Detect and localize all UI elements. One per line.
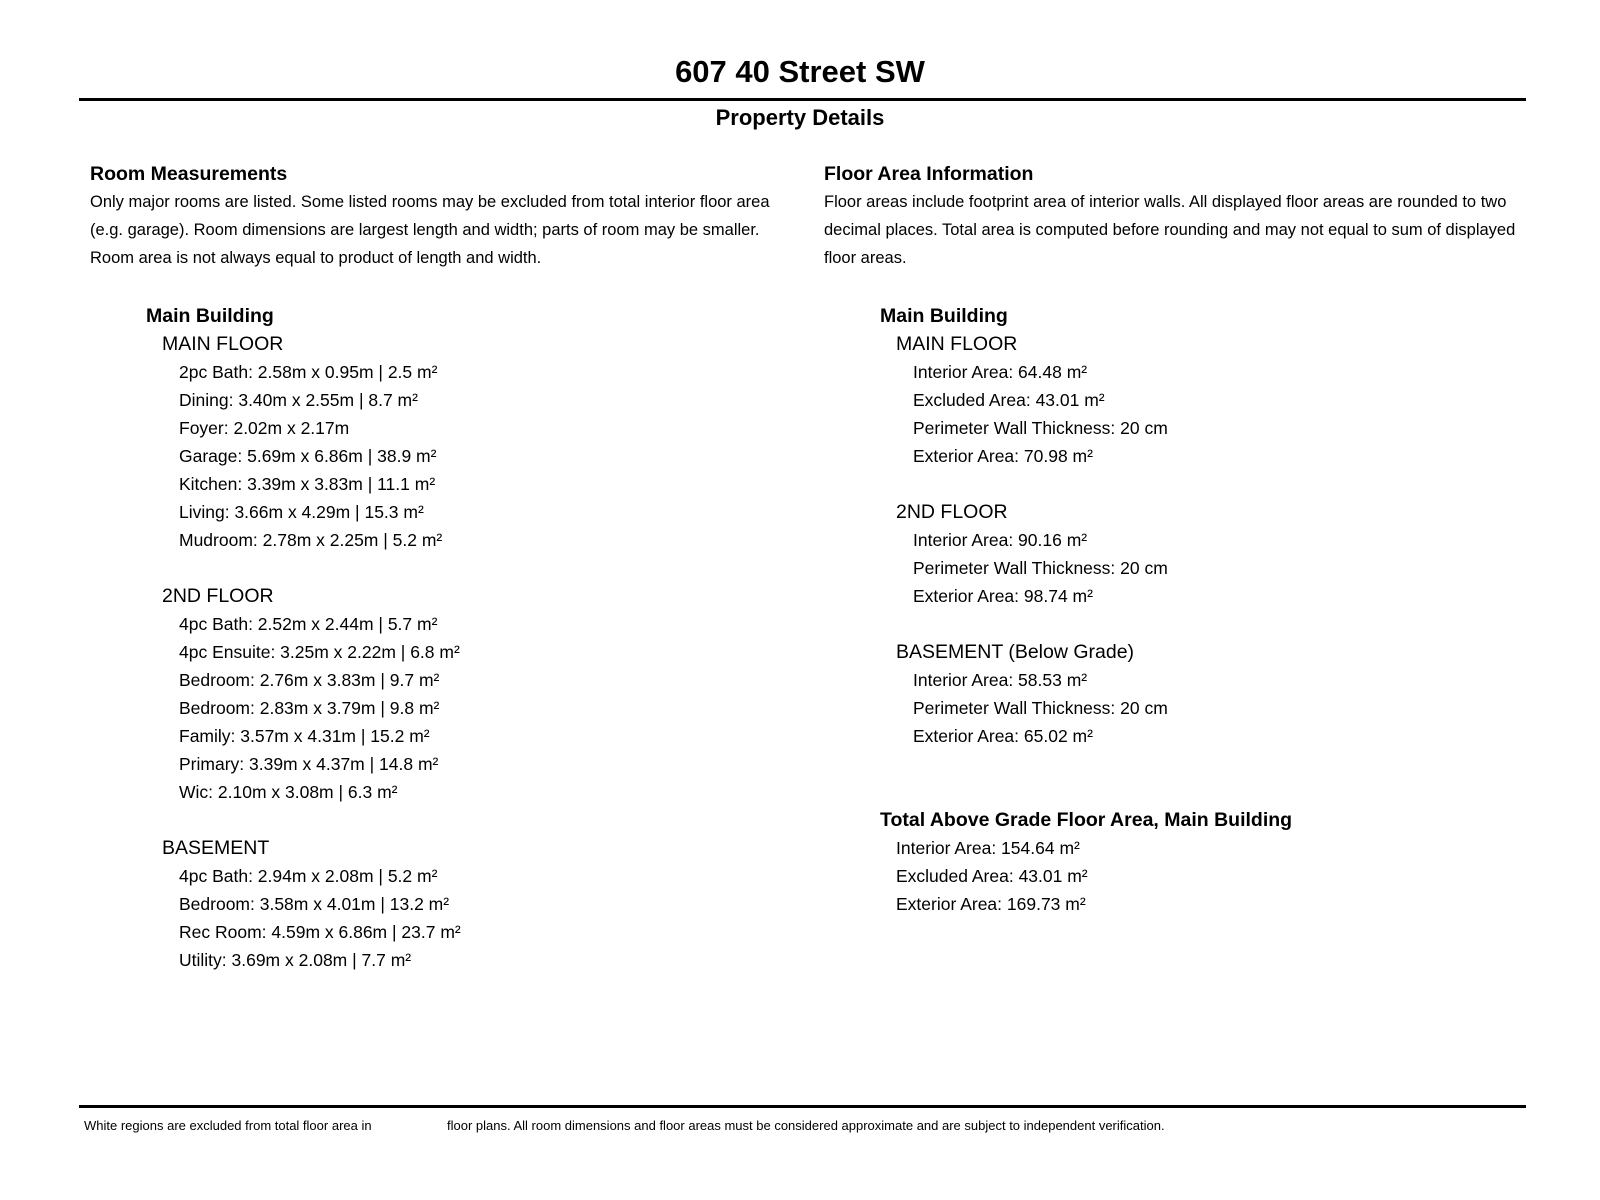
total-area-item: Excluded Area: 43.01 m² [896,866,1088,886]
footer-note-part2: floor plans. All room dimensions and floor areas must be considered approximate and are subject to independent verification. [447,1118,1165,1133]
spacer [90,554,790,582]
total-area-item: Interior Area: 154.64 m² [896,838,1080,858]
room-item: Kitchen: 3.39m x 3.83m | 11.1 m² [179,474,436,494]
floor-area-section [824,160,1544,918]
room-item: Bedroom: 2.76m x 3.83m | 9.7 m² [179,670,440,690]
page-title: 607 40 Street SW [675,54,925,89]
room-item: Dining: 3.40m x 2.55m | 8.7 m² [179,390,418,410]
total-area-item: Exterior Area: 169.73 m² [896,894,1086,914]
room-item: Utility: 3.69m x 2.08m | 7.7 m² [179,950,412,970]
area-item: Excluded Area: 43.01 m² [913,390,1105,410]
spacer [824,470,1544,498]
area-item: Perimeter Wall Thickness: 20 cm [913,698,1168,718]
spacer [824,610,1544,638]
floor-title-2nd: 2ND FLOOR [162,585,274,607]
area-item: Interior Area: 64.48 m² [913,362,1088,382]
building-title: Main Building [880,305,1008,327]
header-divider [79,98,1526,101]
area-item: Interior Area: 58.53 m² [913,670,1088,690]
floor-area-title: Floor Area Information [824,163,1034,185]
floor-title-basement: BASEMENT [162,837,270,859]
room-measurements-section [90,160,790,974]
room-item: Foyer: 2.02m x 2.17m [179,418,350,438]
room-item: Living: 3.66m x 4.29m | 15.3 m² [179,502,424,522]
area-item: Perimeter Wall Thickness: 20 cm [913,418,1168,438]
floor-area-note: Floor areas include footprint area of interior walls. All displayed floor areas are rounded to two decimal places. Total area is computed before rounding and may not equal to sum of displayed floor areas. [824,193,1516,267]
spacer [90,806,790,834]
page-subtitle: Property Details [715,105,885,130]
building-title: Main Building [146,305,274,327]
area-item: Exterior Area: 70.98 m² [913,446,1093,466]
footer-note-part1: White regions are excluded from total floor area in [84,1118,372,1133]
room-item: Wic: 2.10m x 3.08m | 6.3 m² [179,782,398,802]
room-item: Mudroom: 2.78m x 2.25m | 5.2 m² [179,530,443,550]
floor-title-main: MAIN FLOOR [162,333,284,355]
floor-title-main: MAIN FLOOR [896,333,1018,355]
room-measurements-title: Room Measurements [90,163,288,185]
area-item: Exterior Area: 98.74 m² [913,586,1093,606]
footer-divider [79,1105,1526,1108]
room-item: Family: 3.57m x 4.31m | 15.2 m² [179,726,430,746]
room-item: 2pc Bath: 2.58m x 0.95m | 2.5 m² [179,362,438,382]
area-item: Interior Area: 90.16 m² [913,530,1088,550]
floor-title-basement: BASEMENT (Below Grade) [896,641,1135,663]
room-item: Bedroom: 3.58m x 4.01m | 13.2 m² [179,894,450,914]
room-measurements-note: Only major rooms are listed. Some listed rooms may be excluded from total interior floor area (e.g. garage). Room dimensions are largest length and width; parts of room may be smaller. Room area is not always equal to product of length and width. [90,193,770,267]
room-item: Primary: 3.39m x 4.37m | 14.8 m² [179,754,439,774]
room-item: Garage: 5.69m x 6.86m | 38.9 m² [179,446,437,466]
area-item: Exterior Area: 65.02 m² [913,726,1093,746]
room-item: 4pc Ensuite: 3.25m x 2.22m | 6.8 m² [179,642,460,662]
room-item: 4pc Bath: 2.94m x 2.08m | 5.2 m² [179,866,438,886]
room-item: Rec Room: 4.59m x 6.86m | 23.7 m² [179,922,461,942]
total-area-title: Total Above Grade Floor Area, Main Building [880,809,1293,831]
area-item: Perimeter Wall Thickness: 20 cm [913,558,1168,578]
room-item: 4pc Bath: 2.52m x 2.44m | 5.7 m² [179,614,438,634]
floor-title-2nd: 2ND FLOOR [896,501,1008,523]
room-item: Bedroom: 2.83m x 3.79m | 9.8 m² [179,698,440,718]
